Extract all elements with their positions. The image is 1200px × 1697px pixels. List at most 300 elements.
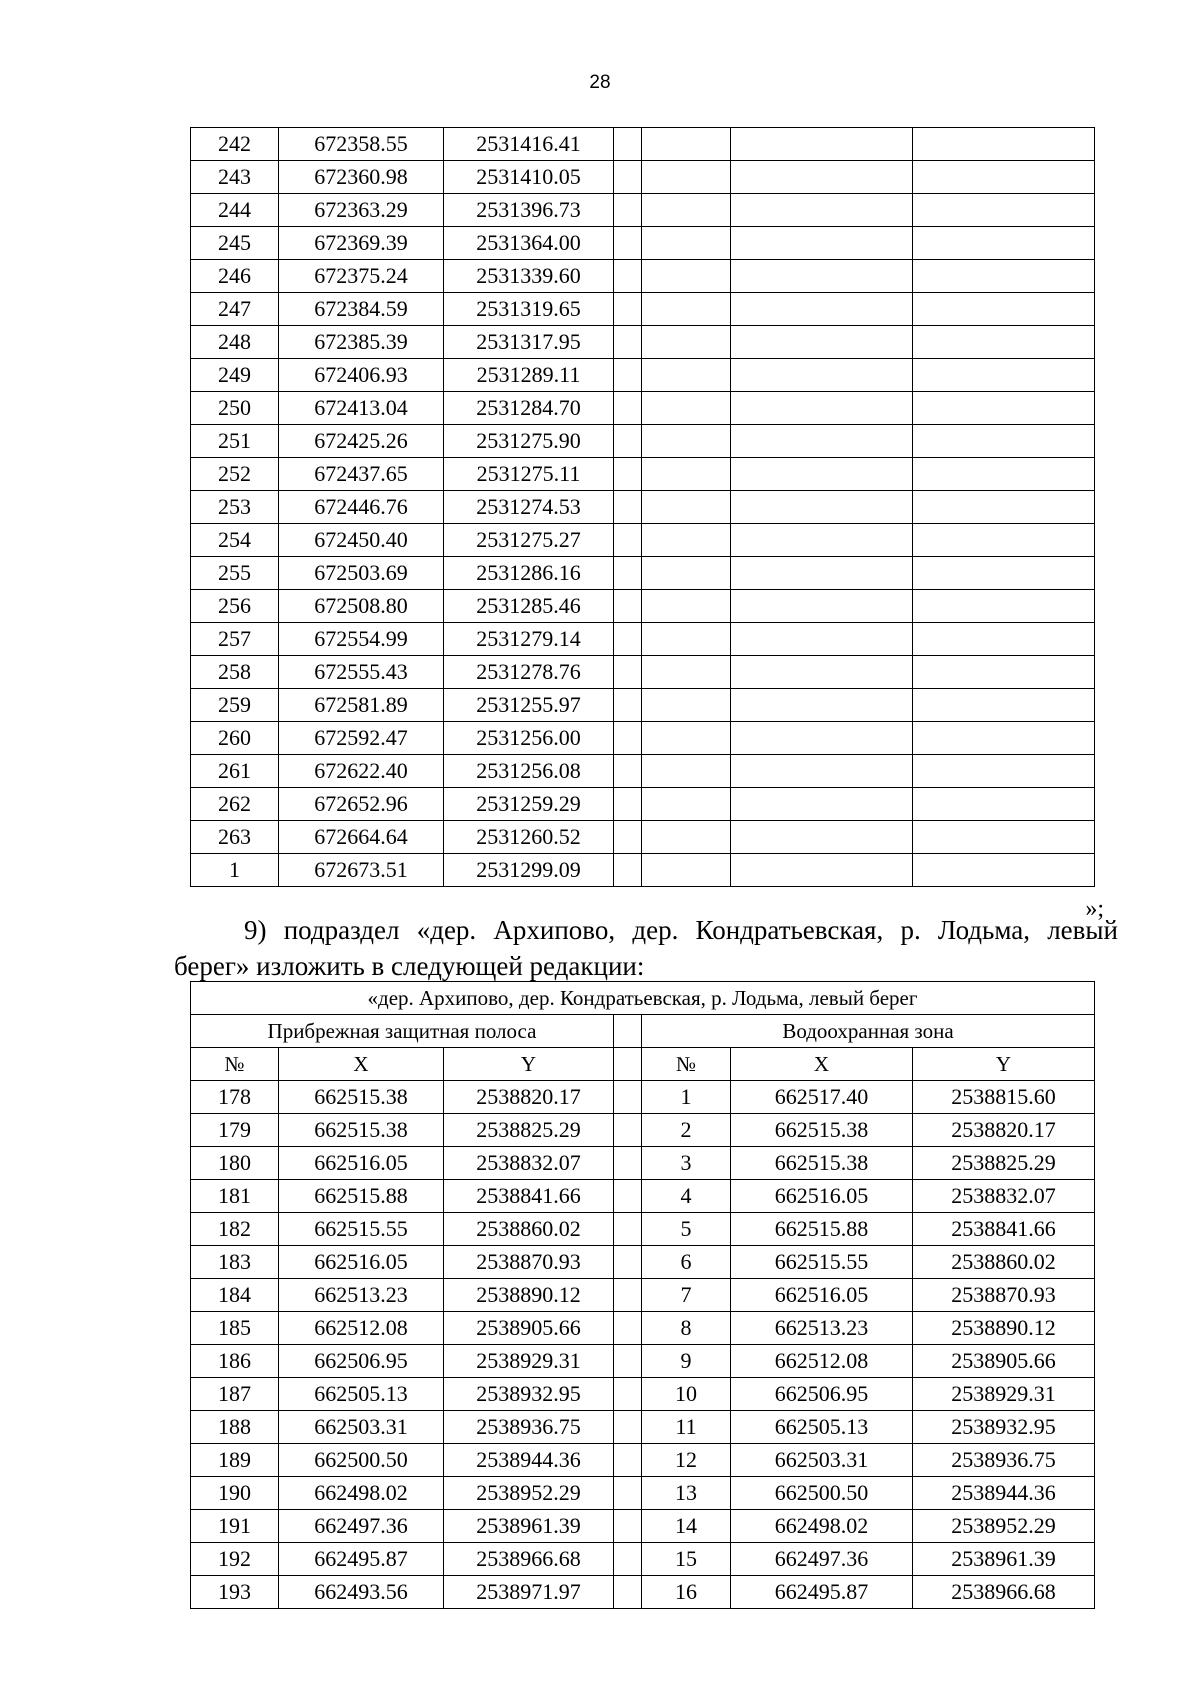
point-number: 243 [191, 161, 279, 194]
point-number: 260 [191, 722, 279, 755]
coord-x: 672555.43 [279, 656, 444, 689]
coastal-coord-x: 662498.02 [279, 1477, 444, 1510]
coord-x: 672652.96 [279, 788, 444, 821]
gap-cell [614, 326, 642, 359]
zone-coord-y: 2538815.60 [913, 1081, 1095, 1114]
coastal-point-number: 183 [191, 1246, 279, 1279]
empty-cell [731, 326, 913, 359]
table-row [191, 359, 1095, 392]
coastal-coord-y: 2538971.97 [444, 1576, 614, 1609]
empty-cell [913, 161, 1095, 194]
point-number: 263 [191, 821, 279, 854]
coord-x: 672446.76 [279, 491, 444, 524]
coastal-coord-x: 662495.87 [279, 1543, 444, 1576]
table-row [191, 854, 1095, 887]
column-header-row [191, 1048, 1095, 1081]
coord-x: 672554.99 [279, 623, 444, 656]
coord-y: 2531396.73 [444, 194, 614, 227]
table-row [191, 1345, 1095, 1378]
coord-x: 672413.04 [279, 392, 444, 425]
empty-cell [642, 260, 731, 293]
zone-coord-y: 2538820.17 [913, 1114, 1095, 1147]
empty-cell [642, 821, 731, 854]
empty-cell [913, 326, 1095, 359]
coord-y: 2531256.00 [444, 722, 614, 755]
coordinates-table-continued [190, 127, 1095, 887]
gap-cell [614, 293, 642, 326]
zone-coord-y: 2538841.66 [913, 1213, 1095, 1246]
gap-cell [614, 1048, 642, 1081]
empty-cell [642, 293, 731, 326]
coord-x: 672508.80 [279, 590, 444, 623]
coastal-coord-x: 662506.95 [279, 1345, 444, 1378]
closing-quote: »; [1085, 896, 1104, 922]
zone-point-number: 3 [642, 1147, 731, 1180]
coastal-point-number: 178 [191, 1081, 279, 1114]
coastal-coord-x: 662500.50 [279, 1444, 444, 1477]
point-number: 261 [191, 755, 279, 788]
coastal-coord-x: 662515.38 [279, 1081, 444, 1114]
table-row [191, 1543, 1095, 1576]
coastal-coord-x: 662497.36 [279, 1510, 444, 1543]
coastal-point-number: 186 [191, 1345, 279, 1378]
coord-x: 672673.51 [279, 854, 444, 887]
gap-cell [614, 128, 642, 161]
zone-point-number: 14 [642, 1510, 731, 1543]
coastal-coord-y: 2538952.29 [444, 1477, 614, 1510]
gap-cell [614, 1015, 642, 1048]
empty-cell [731, 161, 913, 194]
empty-cell [731, 755, 913, 788]
table-row [191, 260, 1095, 293]
coord-y: 2531260.52 [444, 821, 614, 854]
point-number: 1 [191, 854, 279, 887]
empty-cell [642, 722, 731, 755]
table-row [191, 1444, 1095, 1477]
header-x-left: X [279, 1048, 444, 1081]
zone-coord-x: 662506.95 [731, 1378, 913, 1411]
gap-cell [614, 821, 642, 854]
coastal-point-number: 179 [191, 1114, 279, 1147]
table-row [191, 656, 1095, 689]
empty-cell [913, 722, 1095, 755]
point-number: 250 [191, 392, 279, 425]
table-row [191, 1378, 1095, 1411]
coord-x: 672450.40 [279, 524, 444, 557]
empty-cell [913, 392, 1095, 425]
table-row [191, 194, 1095, 227]
empty-cell [731, 392, 913, 425]
coastal-coord-x: 662513.23 [279, 1279, 444, 1312]
empty-cell [642, 854, 731, 887]
empty-cell [913, 128, 1095, 161]
coastal-point-number: 180 [191, 1147, 279, 1180]
page-number: 28 [589, 72, 611, 93]
zone-point-number: 10 [642, 1378, 731, 1411]
coastal-point-number: 185 [191, 1312, 279, 1345]
gap-cell [614, 1444, 642, 1477]
coord-x: 672622.40 [279, 755, 444, 788]
empty-cell [642, 326, 731, 359]
coord-x: 672664.64 [279, 821, 444, 854]
gap-cell [614, 1543, 642, 1576]
gap-cell [614, 359, 642, 392]
empty-cell [731, 557, 913, 590]
zone-point-number: 6 [642, 1246, 731, 1279]
gap-cell [614, 590, 642, 623]
coastal-point-number: 182 [191, 1213, 279, 1246]
coastal-coord-x: 662515.88 [279, 1180, 444, 1213]
zone-coord-y: 2538890.12 [913, 1312, 1095, 1345]
empty-cell [642, 656, 731, 689]
coastal-point-number: 189 [191, 1444, 279, 1477]
coord-y: 2531317.95 [444, 326, 614, 359]
coastal-point-number: 184 [191, 1279, 279, 1312]
table-row [191, 722, 1095, 755]
coord-y: 2531289.11 [444, 359, 614, 392]
empty-cell [731, 128, 913, 161]
zone-point-number: 12 [642, 1444, 731, 1477]
empty-cell [642, 392, 731, 425]
coastal-coord-y: 2538832.07 [444, 1147, 614, 1180]
empty-cell [913, 458, 1095, 491]
empty-cell [642, 623, 731, 656]
empty-cell [731, 821, 913, 854]
coord-x: 672425.26 [279, 425, 444, 458]
table-row [191, 1279, 1095, 1312]
coord-y: 2531286.16 [444, 557, 614, 590]
coord-x: 672592.47 [279, 722, 444, 755]
coord-y: 2531339.60 [444, 260, 614, 293]
empty-cell [731, 854, 913, 887]
section-coastal-strip: Прибрежная защитная полоса [191, 1015, 614, 1048]
empty-cell [913, 227, 1095, 260]
zone-coord-y: 2538832.07 [913, 1180, 1095, 1213]
coord-x: 672406.93 [279, 359, 444, 392]
empty-cell [913, 359, 1095, 392]
table-row [191, 1114, 1095, 1147]
empty-cell [731, 722, 913, 755]
gap-cell [614, 194, 642, 227]
point-number: 255 [191, 557, 279, 590]
empty-cell [642, 491, 731, 524]
coord-y: 2531416.41 [444, 128, 614, 161]
table-row [191, 788, 1095, 821]
point-number: 242 [191, 128, 279, 161]
zone-coord-x: 662513.23 [731, 1312, 913, 1345]
coord-y: 2531275.27 [444, 524, 614, 557]
gap-cell [614, 1345, 642, 1378]
empty-cell [913, 590, 1095, 623]
gap-cell [614, 722, 642, 755]
coord-y: 2531285.46 [444, 590, 614, 623]
gap-cell [614, 557, 642, 590]
zone-coord-x: 662515.38 [731, 1147, 913, 1180]
table-row [191, 392, 1095, 425]
section-header-row [191, 1015, 1095, 1048]
header-y-right: Y [913, 1048, 1095, 1081]
coastal-point-number: 188 [191, 1411, 279, 1444]
coastal-coord-y: 2538929.31 [444, 1345, 614, 1378]
coord-x: 672369.39 [279, 227, 444, 260]
empty-cell [913, 755, 1095, 788]
empty-cell [913, 293, 1095, 326]
point-number: 256 [191, 590, 279, 623]
coord-y: 2531259.29 [444, 788, 614, 821]
zone-point-number: 9 [642, 1345, 731, 1378]
gap-cell [614, 524, 642, 557]
empty-cell [642, 425, 731, 458]
coastal-coord-y: 2538936.75 [444, 1411, 614, 1444]
zone-point-number: 7 [642, 1279, 731, 1312]
point-number: 251 [191, 425, 279, 458]
table-row [191, 425, 1095, 458]
coord-y: 2531278.76 [444, 656, 614, 689]
zone-coord-y: 2538929.31 [913, 1378, 1095, 1411]
coastal-coord-x: 662516.05 [279, 1147, 444, 1180]
table-row [191, 821, 1095, 854]
point-number: 249 [191, 359, 279, 392]
empty-cell [731, 359, 913, 392]
table-row [191, 1312, 1095, 1345]
empty-cell [731, 788, 913, 821]
gap-cell [614, 1378, 642, 1411]
table-title: «дер. Архипово, дер. Кондратьевская, р. Лодьма, левый берег [191, 982, 1095, 1015]
zone-coord-x: 662498.02 [731, 1510, 913, 1543]
zone-coord-y: 2538952.29 [913, 1510, 1095, 1543]
coastal-coord-x: 662505.13 [279, 1378, 444, 1411]
gap-cell [614, 656, 642, 689]
gap-cell [614, 392, 642, 425]
empty-cell [913, 194, 1095, 227]
empty-cell [642, 557, 731, 590]
table-title-row [191, 982, 1095, 1015]
zone-coord-x: 662503.31 [731, 1444, 913, 1477]
point-number: 257 [191, 623, 279, 656]
empty-cell [913, 557, 1095, 590]
coastal-coord-y: 2538961.39 [444, 1510, 614, 1543]
point-number: 258 [191, 656, 279, 689]
table-row [191, 1246, 1095, 1279]
empty-cell [731, 227, 913, 260]
coordinates-table-body [191, 128, 1095, 887]
point-number: 247 [191, 293, 279, 326]
empty-cell [731, 656, 913, 689]
gap-cell [614, 491, 642, 524]
coord-y: 2531279.14 [444, 623, 614, 656]
table-row [191, 557, 1095, 590]
zone-coord-x: 662516.05 [731, 1180, 913, 1213]
table-row [191, 458, 1095, 491]
table-row [191, 755, 1095, 788]
coord-y: 2531256.08 [444, 755, 614, 788]
empty-cell [642, 128, 731, 161]
coord-x: 672385.39 [279, 326, 444, 359]
gap-cell [614, 260, 642, 293]
coord-y: 2531274.53 [444, 491, 614, 524]
empty-cell [913, 260, 1095, 293]
empty-cell [913, 854, 1095, 887]
table-row [191, 293, 1095, 326]
amendment-paragraph-line-1: 9) подраздел «дер. Архипово, дер. Кондратьевская, р. Лодьма, левый [244, 915, 1118, 945]
gap-cell [614, 1510, 642, 1543]
gap-cell [614, 689, 642, 722]
coastal-point-number: 181 [191, 1180, 279, 1213]
zone-coord-y: 2538905.66 [913, 1345, 1095, 1378]
empty-cell [642, 161, 731, 194]
coord-y: 2531364.00 [444, 227, 614, 260]
zone-coord-y: 2538944.36 [913, 1477, 1095, 1510]
empty-cell [913, 425, 1095, 458]
zone-coord-x: 662515.88 [731, 1213, 913, 1246]
coastal-point-number: 190 [191, 1477, 279, 1510]
table-row [191, 1213, 1095, 1246]
coastal-coord-x: 662503.31 [279, 1411, 444, 1444]
section-water-protection-zone: Водоохранная зона [642, 1015, 1095, 1048]
coastal-point-number: 191 [191, 1510, 279, 1543]
empty-cell [731, 491, 913, 524]
coord-x: 672363.29 [279, 194, 444, 227]
point-number: 253 [191, 491, 279, 524]
header-num-right: № [642, 1048, 731, 1081]
coastal-coord-y: 2538944.36 [444, 1444, 614, 1477]
gap-cell [614, 1114, 642, 1147]
coord-x: 672581.89 [279, 689, 444, 722]
table-row [191, 491, 1095, 524]
header-num-left: № [191, 1048, 279, 1081]
coord-y: 2531299.09 [444, 854, 614, 887]
coastal-coord-y: 2538841.66 [444, 1180, 614, 1213]
zone-coord-y: 2538966.68 [913, 1576, 1095, 1609]
table-row [191, 128, 1095, 161]
zone-point-number: 2 [642, 1114, 731, 1147]
zone-coord-x: 662497.36 [731, 1543, 913, 1576]
zone-coord-x: 662512.08 [731, 1345, 913, 1378]
table-row [191, 689, 1095, 722]
table-row [191, 1510, 1095, 1543]
table-row [191, 1081, 1095, 1114]
table-row [191, 227, 1095, 260]
empty-cell [731, 260, 913, 293]
empty-cell [731, 623, 913, 656]
gap-cell [614, 1312, 642, 1345]
gap-cell [614, 1081, 642, 1114]
table-row [191, 524, 1095, 557]
empty-cell [642, 524, 731, 557]
coastal-coord-x: 662516.05 [279, 1246, 444, 1279]
gap-cell [614, 1279, 642, 1312]
point-number: 244 [191, 194, 279, 227]
gap-cell [614, 1246, 642, 1279]
coastal-coord-y: 2538870.93 [444, 1246, 614, 1279]
coastal-coord-y: 2538890.12 [444, 1279, 614, 1312]
empty-cell [913, 821, 1095, 854]
zone-coord-x: 662517.40 [731, 1081, 913, 1114]
gap-cell [614, 458, 642, 491]
coord-x: 672375.24 [279, 260, 444, 293]
gap-cell [614, 788, 642, 821]
coord-x: 672503.69 [279, 557, 444, 590]
zone-point-number: 13 [642, 1477, 731, 1510]
point-number: 254 [191, 524, 279, 557]
empty-cell [642, 689, 731, 722]
empty-cell [731, 425, 913, 458]
zone-coord-x: 662516.05 [731, 1279, 913, 1312]
table-row [191, 1411, 1095, 1444]
zone-point-number: 5 [642, 1213, 731, 1246]
empty-cell [642, 755, 731, 788]
coastal-coord-y: 2538966.68 [444, 1543, 614, 1576]
point-number: 252 [191, 458, 279, 491]
zone-point-number: 16 [642, 1576, 731, 1609]
point-number: 262 [191, 788, 279, 821]
point-number: 248 [191, 326, 279, 359]
empty-cell [731, 194, 913, 227]
zone-point-number: 1 [642, 1081, 731, 1114]
zone-coord-y: 2538870.93 [913, 1279, 1095, 1312]
gap-cell [614, 227, 642, 260]
coastal-coord-y: 2538820.17 [444, 1081, 614, 1114]
coastal-coord-y: 2538905.66 [444, 1312, 614, 1345]
gap-cell [614, 1576, 642, 1609]
empty-cell [731, 293, 913, 326]
header-x-right: X [731, 1048, 913, 1081]
coastal-point-number: 193 [191, 1576, 279, 1609]
empty-cell [913, 788, 1095, 821]
coord-y: 2531275.11 [444, 458, 614, 491]
zone-point-number: 4 [642, 1180, 731, 1213]
coastal-coord-y: 2538825.29 [444, 1114, 614, 1147]
zone-coord-x: 662495.87 [731, 1576, 913, 1609]
coord-y: 2531255.97 [444, 689, 614, 722]
table-row [191, 1477, 1095, 1510]
table-row [191, 326, 1095, 359]
coord-x: 672360.98 [279, 161, 444, 194]
zone-point-number: 11 [642, 1411, 731, 1444]
gap-cell [614, 755, 642, 788]
table-row [191, 623, 1095, 656]
empty-cell [731, 524, 913, 557]
coastal-coord-x: 662515.55 [279, 1213, 444, 1246]
table-row [191, 1147, 1095, 1180]
gap-cell [614, 854, 642, 887]
empty-cell [913, 524, 1095, 557]
empty-cell [642, 590, 731, 623]
empty-cell [642, 458, 731, 491]
empty-cell [642, 788, 731, 821]
zone-coord-x: 662515.38 [731, 1114, 913, 1147]
coord-x: 672437.65 [279, 458, 444, 491]
table-row [191, 1180, 1095, 1213]
coastal-coord-y: 2538932.95 [444, 1378, 614, 1411]
coastal-point-number: 192 [191, 1543, 279, 1576]
coastal-coord-x: 662515.38 [279, 1114, 444, 1147]
zone-coord-x: 662500.50 [731, 1477, 913, 1510]
empty-cell [913, 623, 1095, 656]
gap-cell [614, 425, 642, 458]
gap-cell [614, 1477, 642, 1510]
zone-coord-y: 2538860.02 [913, 1246, 1095, 1279]
coord-y: 2531275.90 [444, 425, 614, 458]
empty-cell [731, 458, 913, 491]
zone-coord-x: 662505.13 [731, 1411, 913, 1444]
zone-coord-y: 2538825.29 [913, 1147, 1095, 1180]
coord-x: 672358.55 [279, 128, 444, 161]
empty-cell [913, 491, 1095, 524]
coastal-coord-x: 662493.56 [279, 1576, 444, 1609]
table-row [191, 590, 1095, 623]
zone-coord-y: 2538936.75 [913, 1444, 1095, 1477]
